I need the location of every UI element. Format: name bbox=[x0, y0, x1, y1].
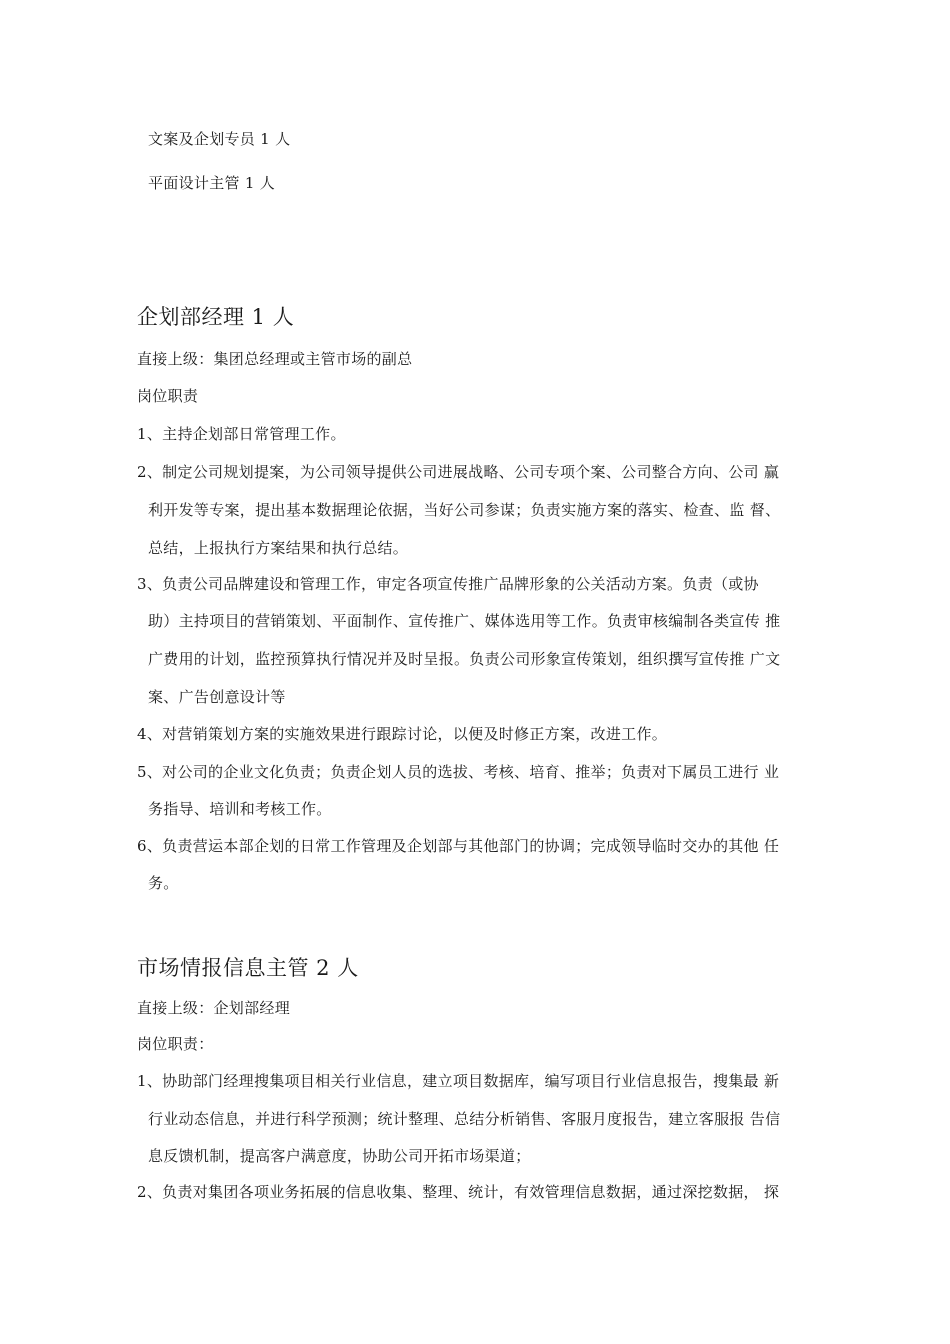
section1-duties-label: 岗位职责 bbox=[137, 387, 199, 405]
section1-item4-line1: 4、对营销策划方案的实施效果进行跟踪讨论，以便及时修正方案，改进工作。 bbox=[137, 725, 668, 743]
section2-superior: 直接上级：企划部经理 bbox=[137, 999, 291, 1017]
section1-superior: 直接上级：集团总经理或主管市场的副总 bbox=[137, 350, 413, 368]
section2-item1-line1: 1、协助部门经理搜集项目相关行业信息，建立项目数据库，编写项目行业信息报告，搜集最 新 bbox=[137, 1072, 780, 1090]
section1-item3-line3: 广费用的计划，监控预算执行情况并及时呈报。负责公司形象宣传策划，组织撰写宣传推 广文 bbox=[148, 650, 781, 668]
section1-item1-line1: 1、主持企划部日常管理工作。 bbox=[137, 425, 346, 443]
section2-title: 市场情报信息主管 2 人 bbox=[137, 956, 359, 980]
section1-item2-line3: 总结，上报执行方案结果和执行总结。 bbox=[148, 539, 409, 557]
section1-title: 企划部经理 1 人 bbox=[137, 305, 295, 329]
section1-item2-line2: 利开发等专案，提出基本数据理论依据，当好公司参谋；负责实施方案的落实、检查、监 督、 bbox=[148, 501, 781, 519]
section1-item5-line2: 务指导、培训和考核工作。 bbox=[148, 800, 332, 818]
section1-item5-line1: 5、对公司的企业文化负责；负责企划人员的选拔、考核、培育、推举；负责对下属员工进行 业 bbox=[137, 763, 780, 781]
section1-item6-line2: 务。 bbox=[148, 874, 179, 892]
section1-item3-line1: 3、负责公司品牌建设和管理工作，审定各项宣传推广品牌形象的公关活动方案。负责（或协 bbox=[137, 575, 759, 593]
section2-item1-line3: 息反馈机制，提高客户满意度，协助公司开拓市场渠道； bbox=[148, 1147, 531, 1165]
section1-item6-line1: 6、负责营运本部企划的日常工作管理及企划部与其他部门的协调；完成领导临时交办的其他 任 bbox=[137, 837, 780, 855]
section2-duties-label: 岗位职责： bbox=[137, 1035, 214, 1053]
intro-line-2: 平面设计主管 1 人 bbox=[148, 174, 276, 192]
intro-line-1: 文案及企划专员 1 人 bbox=[148, 130, 291, 148]
section1-item3-line2: 助）主持项目的营销策划、平面制作、宣传推广、媒体选用等工作。负责审核编制各类宣传 推 bbox=[148, 612, 781, 630]
section1-item3-line4: 案、广告创意设计等 bbox=[148, 688, 286, 706]
section2-item1-line2: 行业动态信息，并进行科学预测；统计整理、总结分析销售、客服月度报告，建立客服报 告信 bbox=[148, 1110, 781, 1128]
section2-item2-line1: 2、负责对集团各项业务拓展的信息收集、整理、统计，有效管理信息数据，通过深挖数据， 探 bbox=[137, 1183, 780, 1201]
section1-item2-line1: 2、制定公司规划提案，为公司领导提供公司进展战略、公司专项个案、公司整合方向、公司 赢 bbox=[137, 463, 780, 481]
